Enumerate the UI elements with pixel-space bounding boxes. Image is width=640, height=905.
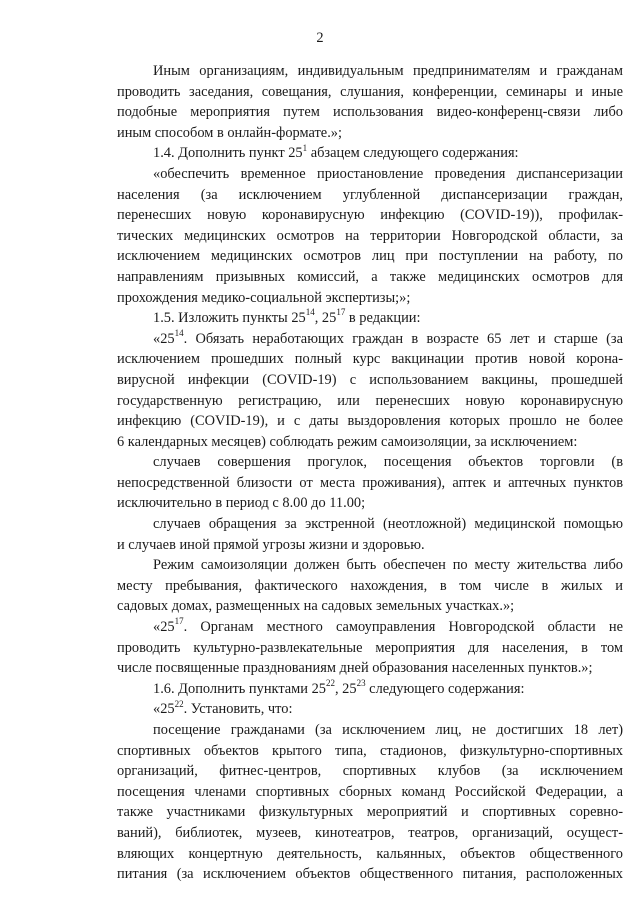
text-line: случаев совершения прогулок, посещения объектов торговли (в xyxy=(153,454,623,471)
text-line: «$25^{14}$. Обязать неработающих граждан в возрасте 65 лет и старше (за xyxy=(153,327,623,347)
text-line: «$25^{22}$. Установить, что: xyxy=(153,698,293,718)
text-line: 1.5. Изложить пункты $25^{14}$, $25^{17}$ в редакции: xyxy=(153,307,421,327)
document-body xyxy=(117,61,623,885)
text-line: проводить культурно-развлекательные мероприятия для населения, в том xyxy=(117,639,623,656)
text-line: проводить заседания, совещания, слушания, конференции, семинары и иные xyxy=(117,83,623,100)
text-line: «$25^{17}$. Органам местного самоуправления Новгородской области не xyxy=(153,616,623,636)
text-line: также участниками физкультурных мероприятий и спортивных соревно- xyxy=(117,804,623,821)
text-line: питания (за исключением объектов общественного питания, расположенных xyxy=(117,866,623,883)
text-line: и случаев иной прямой угрозы жизни и здоровью. xyxy=(117,536,425,553)
text-line: Режим самоизоляции должен быть обеспечен по месту жительства либо xyxy=(153,557,623,574)
text-line: подобные мероприятия путем использования видео-конференц-связи либо xyxy=(117,104,623,121)
text-line: числе посвященные празднованиям дней образования населенных пунктов.»; xyxy=(117,660,593,677)
text-line: населения (за исключением углубленной диспансеризации граждан, xyxy=(117,186,623,203)
text-line: исключительно в период с 8.00 до 11.00; xyxy=(117,495,366,512)
text-line: тических медицинских осмотров на территории Новгородской области, за xyxy=(117,227,623,244)
text-line: исключением прошедших полный курс вакцинации против новой корона- xyxy=(117,351,623,368)
text-line: исключением медицинских осмотров лиц при поступлении на работу, по xyxy=(117,248,623,265)
text-line: перенесших новую коронавирусную инфекцию (COVID-19)), профилак- xyxy=(117,207,623,224)
text-line: спортивных объектов крытого типа, стадионов, физкультурно-спортивных xyxy=(117,742,623,759)
text-line: случаев обращения за экстренной (неотложной) медицинской помощью xyxy=(153,516,623,533)
text-line: 1.4. Дополнить пункт $25^1$ абзацем следующего содержания: xyxy=(153,142,519,162)
text-line: прохождения медико-социальной экспертизы;»; xyxy=(117,289,411,306)
text-line: вляющих концертную деятельность, кальянных, объектов общественного xyxy=(117,845,623,862)
text-line: Иным организациям, индивидуальным предпринимателям и гражданам xyxy=(153,63,623,79)
text-line: вирусной инфекции (COVID-19) с использованием вакцины, прошедшей xyxy=(117,371,623,388)
text-line: 1.6. Дополнить пунктами $25^{22}$, $25^{23}$ следующего содержания: xyxy=(153,678,525,697)
text-line: иным способом в онлайн-формате.»; xyxy=(117,124,342,141)
text-line: посещение гражданами (за исключением лиц, не достигших 18 лет) xyxy=(153,722,623,738)
text-line: направлениям призывных комиссий, а также медицинских осмотров для xyxy=(117,268,623,285)
text-line: садовых домах, размещенных на садовых земельных участках.»; xyxy=(117,598,515,615)
text-line: организаций, фитнес-центров, спортивных клубов (за исключением xyxy=(117,763,623,780)
text-line: «обеспечить временное приостановление проведения диспансеризации xyxy=(153,165,623,182)
text-line: месту пребывания, фактического нахождения, в том числе в жилых и xyxy=(117,577,623,594)
text-line: инфекцию (COVID-19), и с даты выздоровления которых прошло не более xyxy=(117,413,623,430)
page-number: 2 xyxy=(316,30,324,46)
text-line: посещения членами спортивных сборных команд Российской Федерации, а xyxy=(117,783,623,800)
text-line: 6 календарных месяцев) соблюдать режим самоизоляции, за исключением: xyxy=(117,433,578,450)
text-line: непосредственной близости от места проживания), аптек и аптечных пунктов xyxy=(117,474,623,491)
text-line: государственную регистрацию, или перенесших новую коронавирусную xyxy=(117,392,623,409)
text-line: ваний), библиотек, музеев, кинотеатров, театров, организаций, осущест- xyxy=(117,824,623,841)
